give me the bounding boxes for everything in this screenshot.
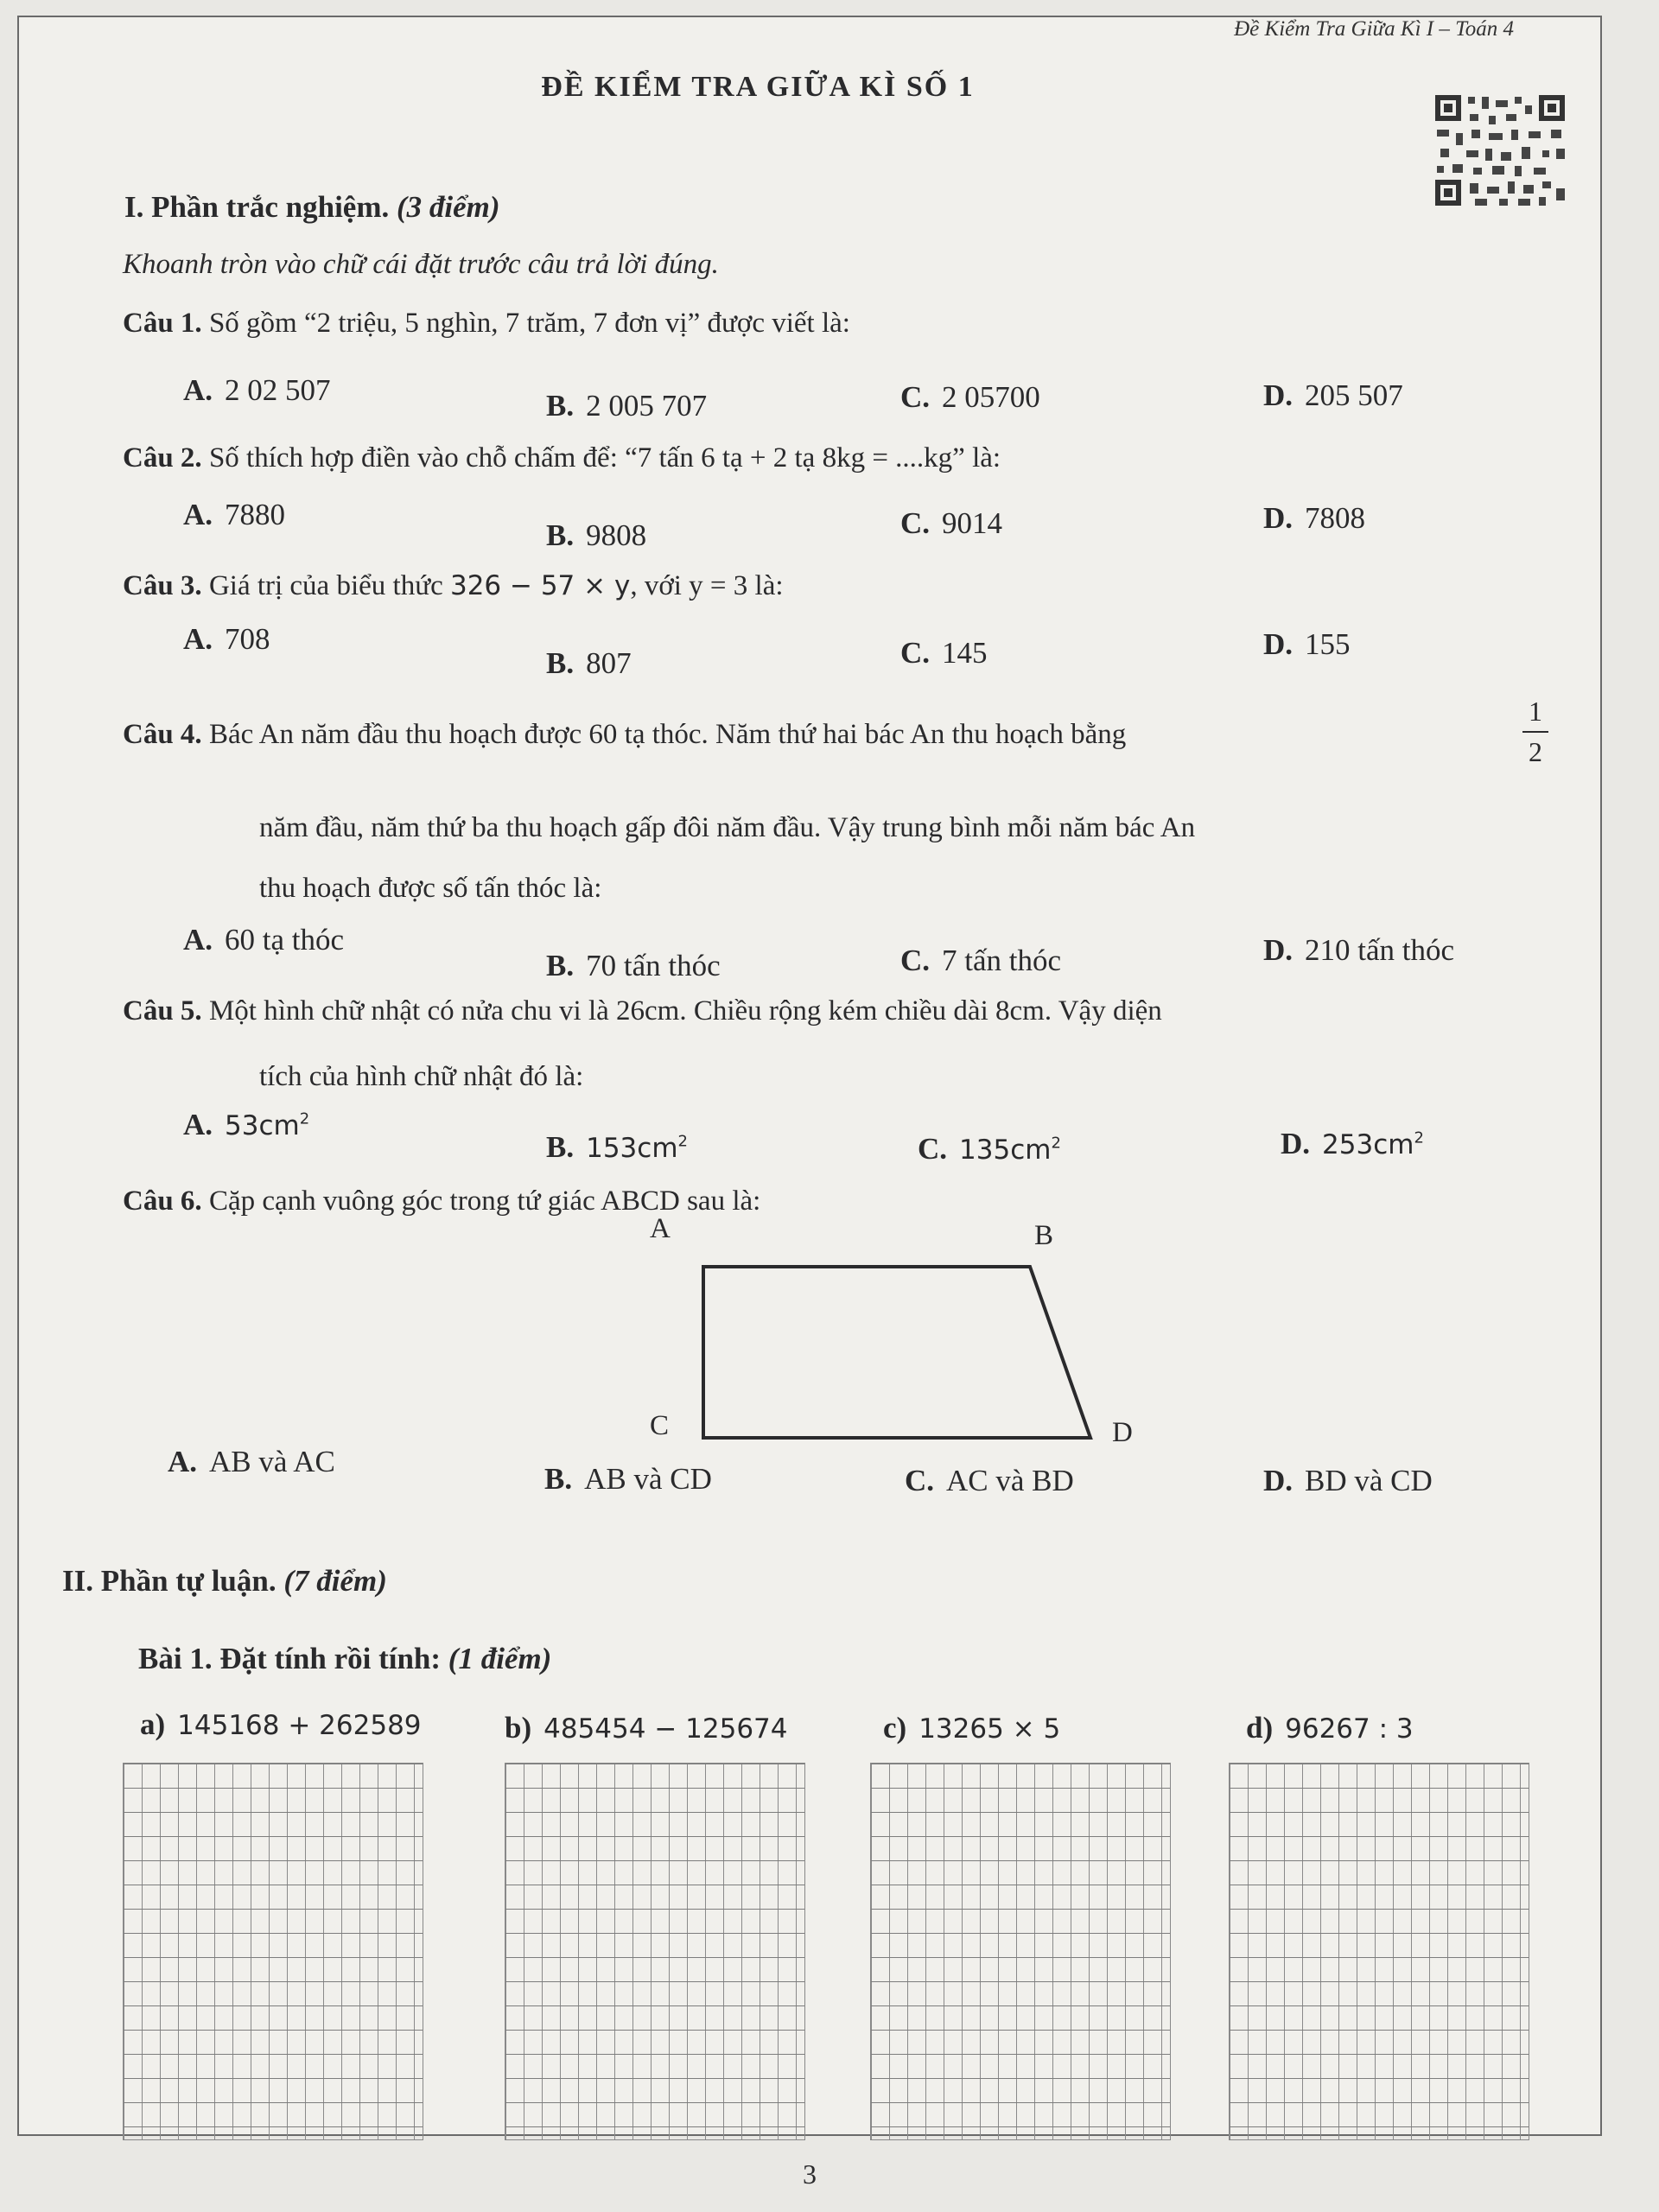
q3-option-a[interactable]: A. 708	[183, 622, 270, 656]
quadrilateral-abcd	[641, 1244, 1160, 1452]
expression: 326 − 57 × y	[449, 570, 631, 601]
question-5	[123, 995, 1162, 1027]
q3-option-d[interactable]: D. 155	[1263, 627, 1351, 661]
qr-code	[1432, 92, 1568, 209]
vertex-d-label: D	[1112, 1417, 1133, 1448]
bai1-text: Đặt tính rồi tính:	[219, 1642, 442, 1675]
calc-a: a) 145168 + 262589	[140, 1707, 422, 1741]
fraction-denominator: 2	[1529, 736, 1542, 767]
q1-option-b[interactable]: B. 2 005 707	[546, 389, 708, 423]
running-header: Đề Kiểm Tra Giữa Kì I – Toán 4	[1234, 17, 1514, 41]
q4-option-c[interactable]: C. 7 tấn thóc	[900, 944, 1062, 977]
bai1-points: (1 điểm)	[448, 1642, 552, 1675]
exam-title: ĐỀ KIỂM TRA GIỮA KÌ SỐ 1	[541, 71, 975, 103]
q6-option-a[interactable]: A. AB và AC	[168, 1445, 335, 1478]
q2-option-c[interactable]: C. 9014	[900, 506, 1003, 540]
question-number: Câu 1.	[123, 308, 202, 339]
question-5-line2: tích của hình chữ nhật đó là:	[259, 1061, 584, 1092]
grid-answer-b[interactable]	[505, 1763, 805, 2140]
q3-option-b[interactable]: B. 807	[546, 646, 632, 680]
vertex-b-label: B	[1034, 1220, 1054, 1251]
question-1	[123, 308, 850, 340]
bai1-heading	[138, 1642, 551, 1676]
grid-answer-d[interactable]	[1229, 1763, 1529, 2140]
q5-option-b[interactable]: B. $153cm^2$	[546, 1130, 688, 1164]
q4-option-d[interactable]: D. 210 tấn thóc	[1263, 933, 1455, 967]
question-number: Câu 4.	[123, 719, 202, 750]
page-number: 3	[803, 2158, 817, 2190]
part2-heading-text: II. Phần tự luận.	[62, 1564, 276, 1598]
q3-option-c[interactable]: C. 145	[900, 636, 988, 670]
question-number: Câu 6.	[123, 1185, 202, 1217]
q6-option-b[interactable]: B. AB và CD	[544, 1462, 712, 1496]
question-text: Số gồm “2 triệu, 5 nghìn, 7 trăm, 7 đơn vị” được viết là:	[208, 308, 850, 339]
part1-points: (3 điểm)	[397, 190, 500, 224]
q4-option-b[interactable]: B. 70 tấn thóc	[546, 949, 721, 982]
q1-option-a[interactable]: A. 2 02 507	[183, 373, 331, 407]
exam-page	[17, 16, 1602, 2190]
q4-option-a[interactable]: A. 60 tạ thóc	[183, 923, 345, 957]
q2-option-d[interactable]: D. 7808	[1263, 501, 1366, 535]
question-4-line2: năm đầu, năm thứ ba thu hoạch gấp đôi năm đầu. Vậy trung bình mỗi năm bác An	[259, 812, 1196, 843]
q2-option-b[interactable]: B. 9808	[546, 518, 647, 552]
question-text: Một hình chữ nhật có nửa chu vi là 26cm. Chiều rộng kém chiều dài 8cm. Vậy diện	[208, 995, 1162, 1027]
quadrilateral-figure	[641, 1213, 1160, 1452]
fraction-bar	[1522, 731, 1548, 733]
q1-option-c[interactable]: C. 2 05700	[900, 380, 1040, 414]
q5-option-c[interactable]: C. $135cm^2$	[918, 1132, 1061, 1166]
bai1-number: Bài 1.	[138, 1642, 213, 1675]
q2-option-a[interactable]: A. 7880	[183, 498, 286, 531]
fraction-numerator: 1	[1529, 696, 1542, 727]
question-text: Giá trị của biểu thức	[208, 570, 443, 601]
grid-answer-a[interactable]	[123, 1763, 423, 2140]
vertex-a-label: A	[650, 1213, 671, 1244]
q5-option-a[interactable]: A. $53cm^2$	[183, 1108, 310, 1141]
q6-option-c[interactable]: C. AC và BD	[905, 1464, 1074, 1497]
q5-option-d[interactable]: D. $253cm^2$	[1281, 1127, 1424, 1160]
question-2	[123, 442, 1001, 474]
question-4-line3: thu hoạch được số tấn thóc là:	[259, 873, 602, 904]
question-number: Câu 2.	[123, 442, 202, 474]
question-number: Câu 3.	[123, 570, 202, 601]
part1-heading	[124, 190, 500, 225]
question-3	[123, 570, 784, 602]
part1-instruction: Khoanh tròn vào chữ cái đặt trước câu trả lời đúng.	[123, 249, 719, 280]
question-number: Câu 5.	[123, 995, 202, 1027]
question-text-tail: , với y = 3 là:	[630, 570, 784, 601]
q1-option-d[interactable]: D. 205 507	[1263, 378, 1403, 412]
calc-b: b) 485454 − 125674	[505, 1711, 788, 1745]
fraction-one-half	[1522, 696, 1548, 768]
q6-option-d[interactable]: D. BD và CD	[1263, 1464, 1433, 1497]
question-text: Bác An năm đầu thu hoạch được 60 tạ thóc. Năm thứ hai bác An thu hoạch bằng	[208, 719, 1127, 750]
question-text: Cặp cạnh vuông góc trong tứ giác ABCD sau là:	[208, 1185, 761, 1217]
calc-d: d) 96267 : 3	[1246, 1711, 1414, 1745]
part2-heading	[62, 1564, 387, 1599]
vertex-c-label: C	[650, 1410, 670, 1441]
question-4	[123, 719, 1126, 751]
grid-answer-c[interactable]	[870, 1763, 1171, 2140]
part2-points: (7 điểm)	[283, 1564, 387, 1598]
part1-heading-text: I. Phần trắc nghiệm.	[124, 190, 390, 224]
calc-c: c) 13265 × 5	[883, 1711, 1061, 1745]
question-text: Số thích hợp điền vào chỗ chấm để: “7 tấn 6 tạ + 2 tạ 8kg = ....kg” là:	[208, 442, 1001, 474]
